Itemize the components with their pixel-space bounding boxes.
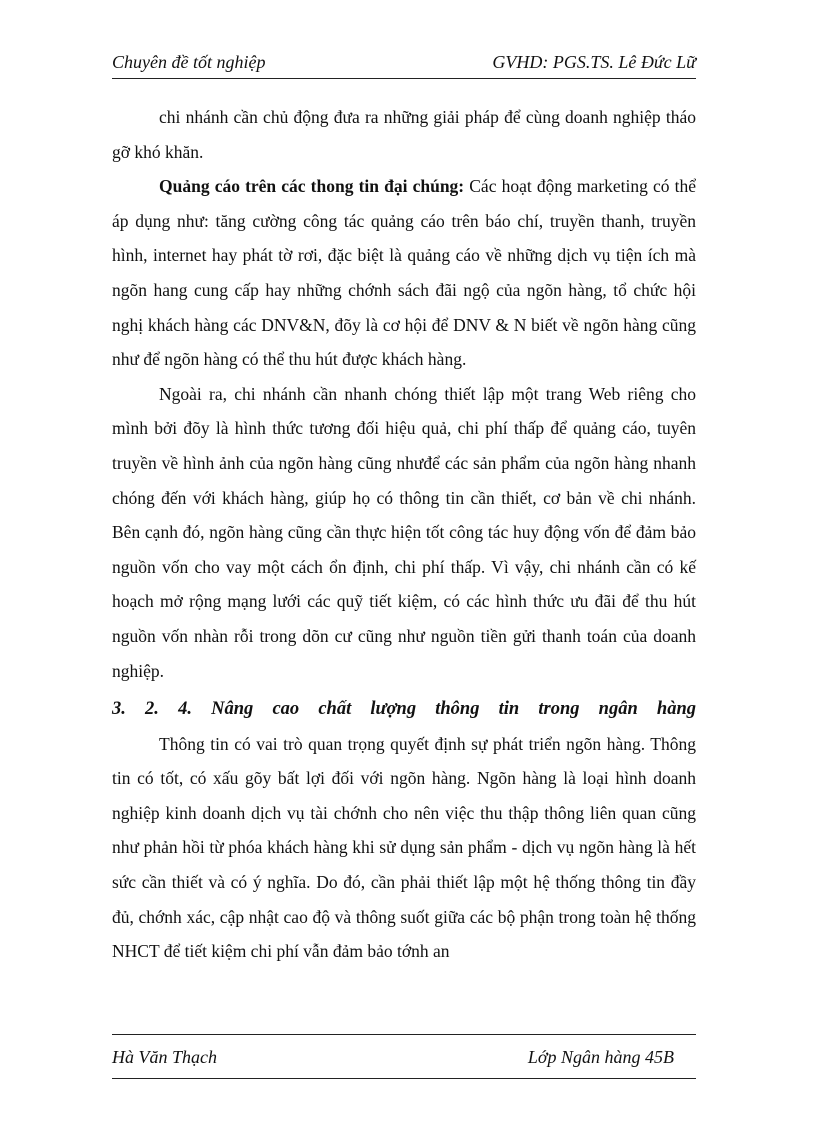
page-footer [112,1034,696,1067]
section-heading: 3. 2. 4. Nâng cao chất lượng thông tin trong ngân hàng [112,699,696,720]
footer-author: Hà Văn Thạch [112,1047,217,1067]
paragraph-3: Ngoài ra, chi nhánh cần nhanh chóng thiết lập một trang Web riêng cho mình bởi đõy là hình thức tương đối hiệu quả, chi phí thấp để quảng cáo, tuyên truyền về hình ảnh của ngõn hàng cũng nhưđể các sản phẩm của ngõn hàng nhanh chóng đến với khách hàng, giúp họ có thông tin cần thiết, cơ bản về chi nhánh. Bên cạnh đó, ngõn hàng cũng cần thực hiện tốt công tác huy động vốn để đảm bảo nguồn vốn cho vay một cách ổn định, chi phí thấp. Vì vậy, chi nhánh cần có kế hoạch mở rộng mạng lưới các quỹ tiết kiệm, có các hình thức ưu đãi để thu hút nguồn vốn nhàn rỗi trong dõn cư cũng như nguồn tiền gửi thanh toán của doanh nghiệp. [112,383,696,681]
header-document-title: Chuyên đề tốt nghiệp [112,52,266,72]
page-header [112,52,696,79]
footer-class: Lớp Ngân hàng 45B [527,1047,674,1067]
paragraph-2-lead: Quảng cáo trên các thong tin đại chúng: [159,176,465,197]
header-supervisor: GVHD: PGS.TS. Lê Đức Lữ [492,52,696,72]
paragraph-2-text: Các hoạt động marketing có thể áp dụng như: tăng cường công tác quảng cáo trên báo chí, truyền thanh, truyền hình, internet hay phát tờ rơi, đặc biệt là quảng cáo về những dịch vụ tiện ích mà ngõn hang cung cấp hay những chớnh sách đãi ngộ của ngõn hàng, tổ chức hội nghị khách hàng các DNV&N, đõy là cơ hội để DNV & N biết về ngõn hàng cũng như để ngõn hàng có thể thu hút được khách hàng. [112,176,697,370]
paragraph-4: Thông tin có vai trò quan trọng quyết định sự phát triển ngõn hàng. Thông tin có tốt, có xấu gõy bất lợi đối với ngõn hàng. Ngõn hàng là loại hình doanh nghiệp kinh doanh dịch vụ tài chớnh cho nên việc thu thập thông liên quan cũng như phản hồi từ phóa khách hàng khi sử dụng sản phẩm - dịch vụ ngõn hàng là hết sức cần thiết và có ý nghĩa. Do đó, cần phải thiết lập một hệ thống thông tin đầy đủ, chớnh xác, cập nhật cao độ và thông suốt giữa các bộ phận trong toàn hệ thống NHCT để tiết kiệm chi phí vẫn đảm bảo tớnh an [112,733,696,962]
paragraph-2 [112,169,696,377]
paragraph-1: chi nhánh cần chủ động đưa ra những giải pháp để cùng doanh nghiệp tháo gỡ khó khăn. [112,107,696,162]
footer-divider [112,1078,696,1079]
document-body [112,100,696,969]
